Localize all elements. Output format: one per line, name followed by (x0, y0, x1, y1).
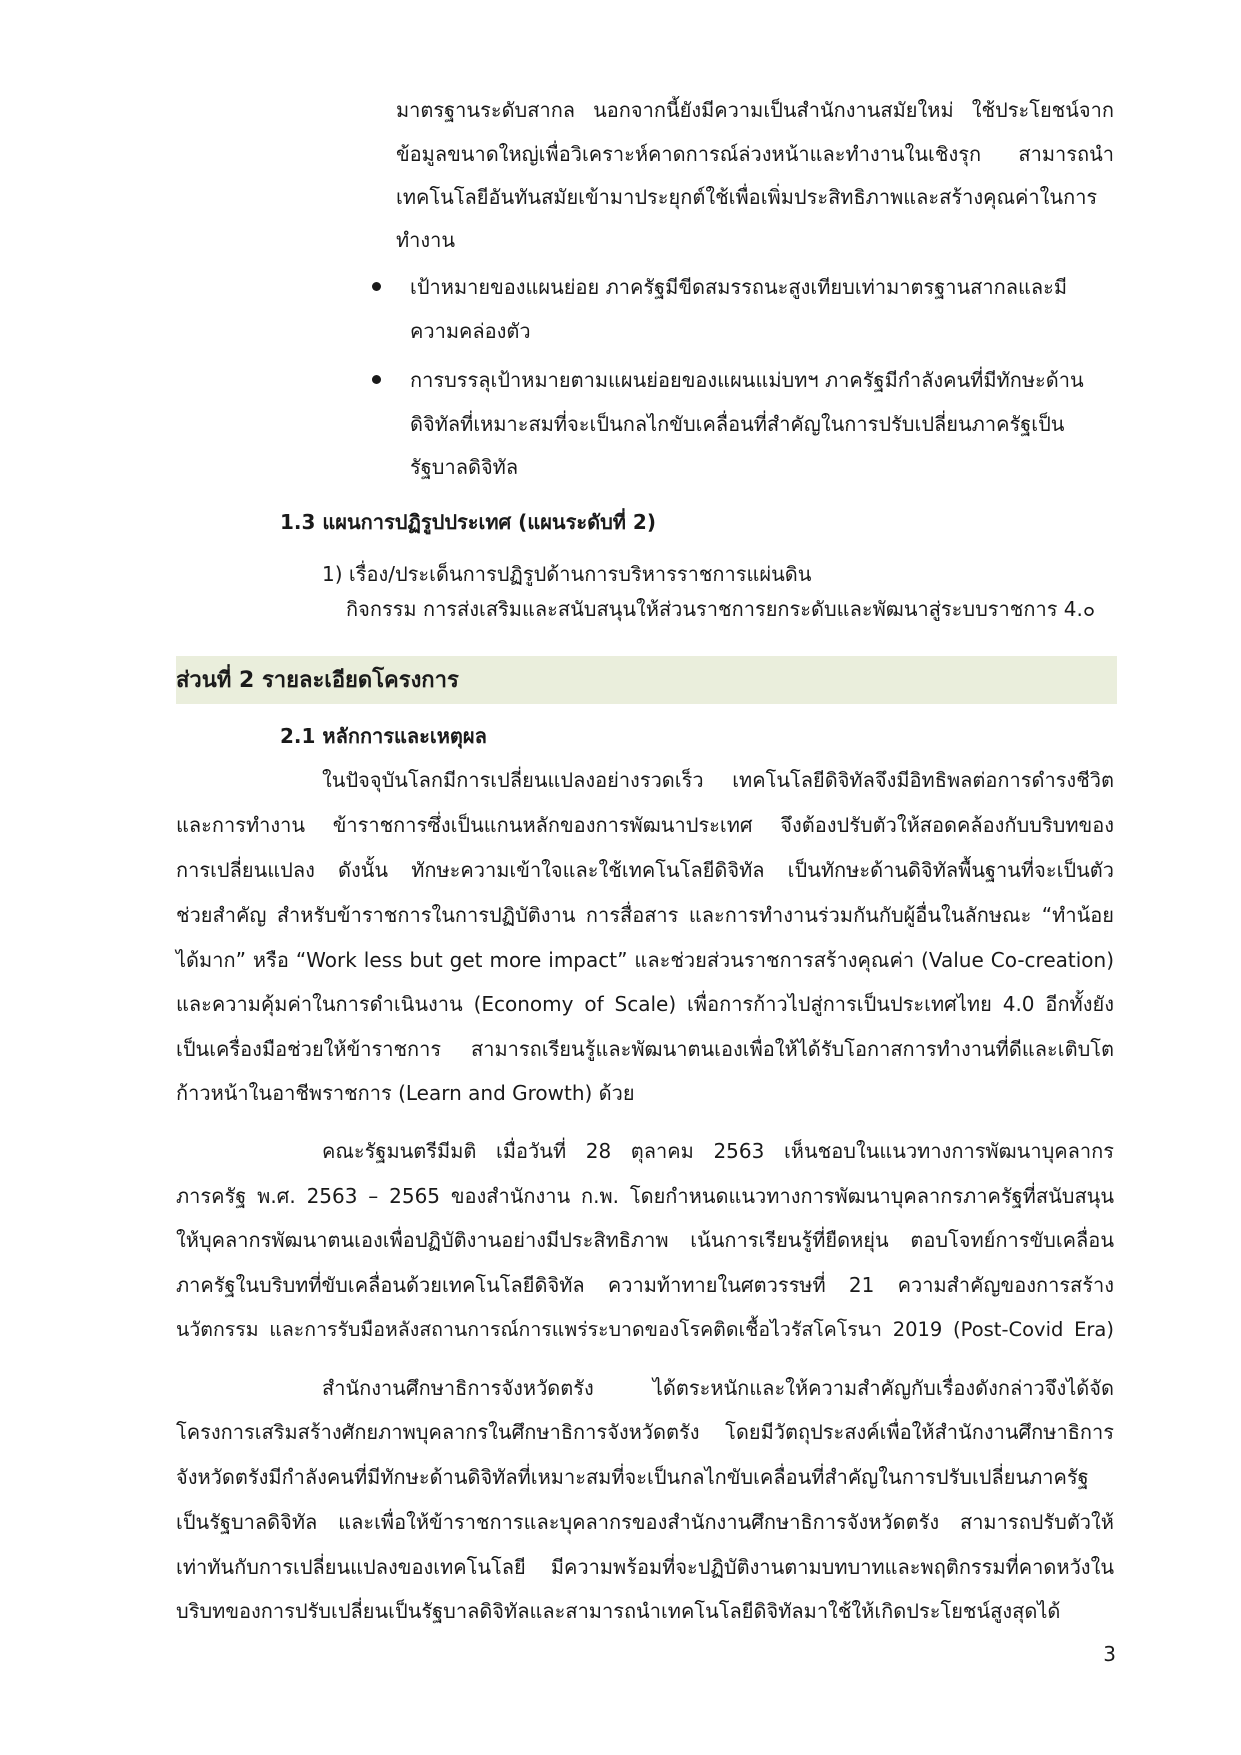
bullet-line: รัฐบาลดิจิทัล (410, 455, 519, 479)
paragraph-line: ภารครัฐ พ.ศ. 2563 – 2565 ของสำนักงาน ก.พ. โดยกำหนดแนวทางการพัฒนาบุคลากรภาครัฐที่สนับสนุน (176, 1184, 1114, 1208)
intro-line: ทำงาน (396, 228, 456, 252)
bullet-line: ความคล่องตัว (410, 319, 531, 343)
paragraph-line: การเปลี่ยนแปลง ดังนั้น ทักษะความเข้าใจและใช้เทคโนโลยีดิจิทัล เป็นทักษะด้านดิจิทัลพื้นฐานที่จะเป็นตัว (176, 858, 1114, 882)
reform-activity: กิจกรรม การส่งเสริมและสนับสนุนให้ส่วนราชการยกระดับและพัฒนาสู่ระบบราชการ 4.๐ (346, 597, 1096, 621)
paragraph-line: ในปัจจุบันโลกมีการเปลี่ยนแปลงอย่างรวดเร็ว เทคโนโลยีดิจิทัลจึงมีอิทธิพลต่อการดำรงชีวิต (322, 768, 1114, 792)
subsection-1-3-heading: 1.3 แผนการปฏิรูปประเทศ (แผนระดับที่ 2) (280, 510, 656, 534)
section-2-title: ส่วนที่ 2 รายละเอียดโครงการ (176, 668, 459, 693)
bullet-line: ดิจิทัลที่เหมาะสมที่จะเป็นกลไกขับเคลื่อนที่สำคัญในการปรับเปลี่ยนภาครัฐเป็น (410, 412, 1065, 436)
bullet-dot-icon (372, 282, 381, 291)
bullet-dot-icon (372, 375, 381, 384)
paragraph-line: จังหวัดตรังมีกำลังคนที่มีทักษะด้านดิจิทัลที่เหมาะสมที่จะเป็นกลไกขับเคลื่อนที่สำคัญในการปรับเปลี่ยนภาครัฐ (176, 1465, 1089, 1489)
paragraph-line: ก้าวหน้าในอาชีพราชการ (Learn and Growth) ด้วย (176, 1081, 635, 1105)
paragraph-line: และการทำงาน ข้าราชการซึ่งเป็นแกนหลักของการพัฒนาประเทศ จึงต้องปรับตัวให้สอดคล้องกับบริบทของ (176, 813, 1114, 837)
paragraph-line: ช่วยสำคัญ สำหรับข้าราชการในการปฏิบัติงาน การสื่อสาร และการทำงานร่วมกันกับผู้อื่นในลักษณะ “ทำน้อย (176, 903, 1114, 927)
paragraph-line: ให้บุคลากรพัฒนาตนเองเพื่อปฏิบัติงานอย่างมีประสิทธิภาพ เน้นการเรียนรู้ที่ยืดหยุ่น ตอบโจทย์การขับเคลื่อน (176, 1228, 1114, 1252)
paragraph-line: คณะรัฐมนตรีมีมติ เมื่อวันที่ 28 ตุลาคม 2563 เห็นชอบในแนวทางการพัฒนาบุคลากร (322, 1139, 1114, 1163)
bullet-line: การบรรลุเป้าหมายตามแผนย่อยของแผนแม่บทฯ ภาครัฐมีกำลังคนที่มีทักษะด้าน (410, 368, 1084, 392)
paragraph-line: บริบทของการปรับเปลี่ยนเป็นรัฐบาลดิจิทัลและสามารถนำเทคโนโลยีดิจิทัลมาใช้ให้เกิดประโยชน์สูงสุดได้ (176, 1599, 1061, 1623)
paragraph-line: และความคุ้มค่าในการดำเนินงาน (Economy of Scale) เพื่อการก้าวไปสู่การเป็นประเทศไทย 4.0 อีกทั้งยัง (176, 992, 1114, 1016)
paragraph-line: เป็นเครื่องมือช่วยให้ข้าราชการ สามารถเรียนรู้และพัฒนาตนเองเพื่อให้ได้รับโอกาสการทำงานที่ดีและเติบโต (176, 1037, 1114, 1061)
intro-line: ข้อมูลขนาดใหญ่เพื่อวิเคราะห์คาดการณ์ล่วงหน้าและทำงานในเชิงรุก สามารถนำ (396, 142, 1114, 166)
paragraph-line: เป็นรัฐบาลดิจิทัล และเพื่อให้ข้าราชการและบุคลากรของสำนักงานศึกษาธิการจังหวัดตรัง สามารถปรับตัวให้ (176, 1510, 1114, 1534)
reform-topic-item: 1) เรื่อง/ประเด็นการปฏิรูปด้านการบริหารราชการแผ่นดิน (322, 562, 812, 586)
bullet-line: เป้าหมายของแผนย่อย ภาครัฐมีขีดสมรรถนะสูงเทียบเท่ามาตรฐานสากลและมี (410, 275, 1068, 299)
paragraph-line: นวัตกรรม และการรับมือหลังสถานการณ์การแพร่ระบาดของโรคติดเชื้อไวรัสโคโรนา 2019 (Post-Covid Era) (176, 1318, 1114, 1341)
paragraph-line: ภาครัฐในบริบทที่ขับเคลื่อนด้วยเทคโนโลยีดิจิทัล ความท้าทายในศตวรรษที่ 21 ความสำคัญของการสร้าง (176, 1273, 1114, 1297)
paragraph-line: สำนักงานศึกษาธิการจังหวัดตรัง ได้ตระหนักและให้ความสำคัญกับเรื่องดังกล่าวจึงได้จัด (322, 1376, 1114, 1400)
intro-line: มาตรฐานระดับสากล นอกจากนี้ยังมีความเป็นสำนักงานสมัยใหม่ ใช้ประโยชน์จาก (396, 98, 1114, 122)
subsection-2-1-heading: 2.1 หลักการและเหตุผล (280, 724, 487, 748)
paragraph-line: เท่าทันกับการเปลี่ยนแปลงของเทคโนโลยี มีความพร้อมที่จะปฏิบัติงานตามบทบาทและพฤติกรรมที่คาดหวังใน (176, 1555, 1114, 1579)
paragraph-line: โครงการเสริมสร้างศักยภาพบุคลากรในศึกษาธิการจังหวัดตรัง โดยมีวัตถุประสงค์เพื่อให้สำนักงานศึกษาธิการ (176, 1420, 1114, 1444)
paragraph-line: ได้มาก” หรือ “Work less but get more impact” และช่วยส่วนราชการสร้างคุณค่า (Value Co-creation) (176, 948, 1114, 972)
page-number: 3 (1103, 1642, 1116, 1666)
intro-line: เทคโนโลยีอันทันสมัยเข้ามาประยุกต์ใช้เพื่อเพิ่มประสิทธิภาพและสร้างคุณค่าในการ (396, 185, 1098, 209)
